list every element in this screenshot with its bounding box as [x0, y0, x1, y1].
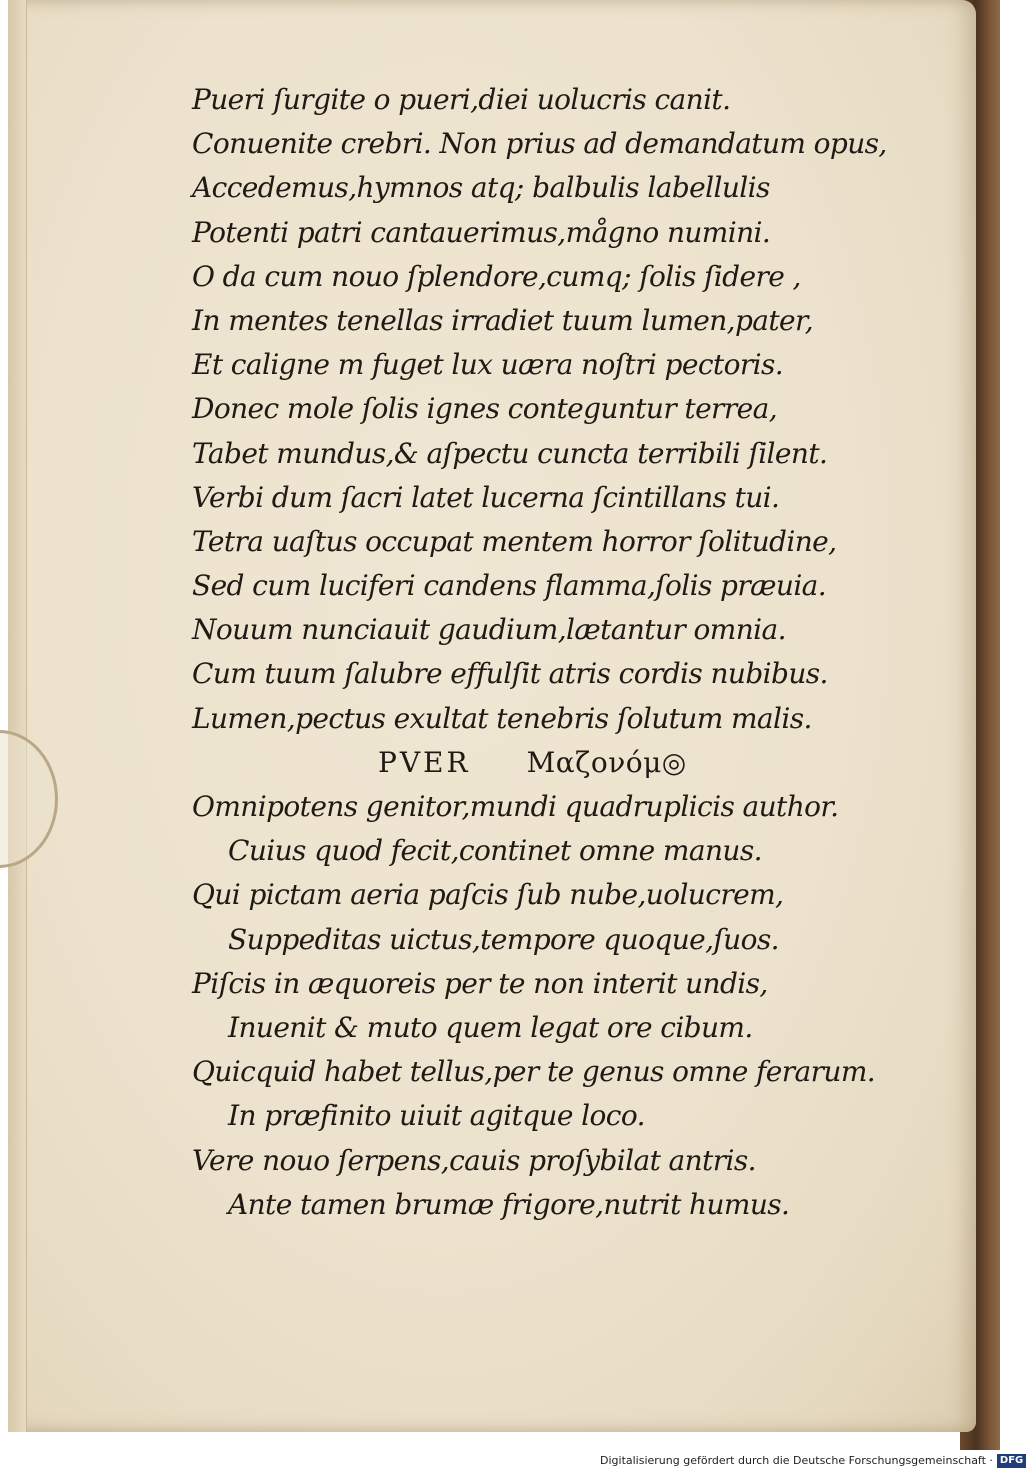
verse-line: Inuenit & muto quem legat ore cibum.: [228, 1010, 753, 1044]
text-line: O da cum nouo ſplendore,cumq; ſolis ſidere ,: [192, 259, 801, 293]
text-line: Sed cum luciferi candens flamma,ſolis præuia.: [192, 569, 827, 603]
text-line: Verbi dum ſacri latet lucerna ſcintillans tui.: [192, 480, 780, 514]
verse-line: Omnipotens genitor,mundi quadruplicis author.: [192, 790, 839, 823]
verse-line: In præfinito uiuit agitque loco.: [228, 1099, 645, 1133]
section-heading: [192, 741, 912, 785]
text-line: Et caligne m fuget lux uæra noſtri pectoris.: [192, 348, 784, 382]
page-left-edge: [8, 0, 27, 1432]
text-line: Donec mole ſolis ignes conteguntur terrea,: [192, 392, 777, 426]
dfg-logo-icon: DFG: [997, 1454, 1026, 1468]
footer-text: Digitalisierung gefördert durch die Deutsche Forschungsgemeinschaft ·: [600, 1454, 993, 1467]
verse-line: Ante tamen brumæ frigore,nutrit humus.: [228, 1187, 790, 1221]
text-line: Tabet mundus,& aſpectu cuncta terribili ſilent.: [192, 436, 828, 470]
poem-block: [192, 78, 912, 741]
verse-line: Quicquid habet tellus,per te genus omne ferarum.: [192, 1055, 876, 1089]
digitization-footer: [600, 1452, 1026, 1470]
text-line: Potenti patri cantauerimus,mågno numini.: [192, 215, 771, 249]
verse-line: Qui pictam aeria paſcis ſub nube,uolucrem,: [192, 878, 784, 912]
page-text: [192, 78, 912, 1227]
heading-word: PVER: [378, 745, 471, 779]
verse-line: Piſcis in æquoreis per te non interit undis,: [192, 966, 768, 1000]
text-line: Nouum nunciauit gaudium,lætantur omnia.: [192, 613, 786, 647]
text-line: Lumen,pectus exultat tenebris ſolutum malis.: [192, 701, 812, 735]
text-line: Cum tuum ſalubre effulſit atris cordis nubibus.: [192, 657, 828, 691]
text-line: In mentes tenellas irradiet tuum lumen,pater,: [192, 303, 814, 337]
text-line: Accedemus,hymnos atq; balbulis labellulis: [192, 171, 770, 205]
text-line: Tetra uaſtus occupat mentem horror ſolitudine,: [192, 524, 837, 558]
text-line: Pueri ſurgite o pueri,diei uolucris canit.: [192, 83, 731, 116]
verse-block: [192, 785, 912, 1227]
verse-line: Suppeditas uictus,tempore quoque,ſuos.: [228, 922, 779, 956]
text-line: Conuenite crebri. Non prius ad demandatum opus,: [192, 127, 887, 161]
verse-line: Vere nouo ſerpens,cauis proſybilat antris.: [192, 1143, 756, 1177]
heading-greek: Μαζονόμ◎: [526, 745, 687, 779]
verse-line: Cuius quod fecit,continet omne manus.: [228, 834, 762, 868]
